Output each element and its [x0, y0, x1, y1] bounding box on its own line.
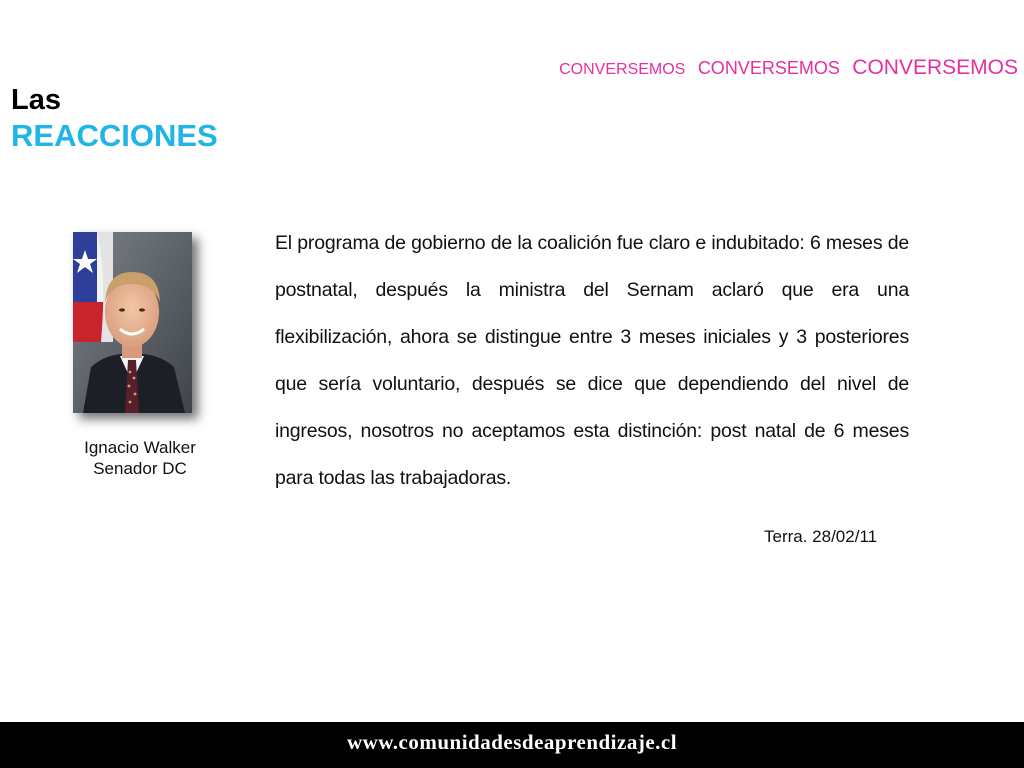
person-role: Senador DC	[93, 459, 187, 478]
portrait-photo-image	[73, 232, 192, 413]
conversemos-word-medium: CONVERSEMOS	[697, 58, 840, 78]
footer-bar	[0, 722, 1024, 768]
slide-title	[11, 82, 218, 154]
person-name: Ignacio Walker	[84, 438, 196, 457]
portrait-caption	[60, 437, 220, 479]
quote-source: Terra. 28/02/11	[764, 527, 878, 546]
chilean-flag-icon	[73, 232, 113, 342]
title-line-las: Las	[11, 84, 61, 116]
conversemos-word-large: CONVERSEMOS	[852, 56, 1018, 79]
conversemos-word-small: CONVERSEMOS	[559, 61, 686, 78]
quote-text: El programa de gobierno de la coalición fue claro e indubitado: 6 meses de postnatal, después la ministra del Sernam aclaró que era una flexibilización, ahora se distingue entre 3 meses iniciales y 3 posteriores que sería voluntario, después se dice que dependiendo del nivel de ingresos, nosotros no aceptamos esta distinción: post natal de 6 meses para todas las trabajadoras.	[275, 232, 909, 489]
title-line-reacciones: REACCIONES	[11, 118, 218, 153]
senator-portrait	[73, 232, 192, 413]
conversemos-header	[551, 56, 1018, 80]
footer-website-link[interactable]: www.comunidadesdeaprendizaje.cl	[346, 730, 678, 754]
